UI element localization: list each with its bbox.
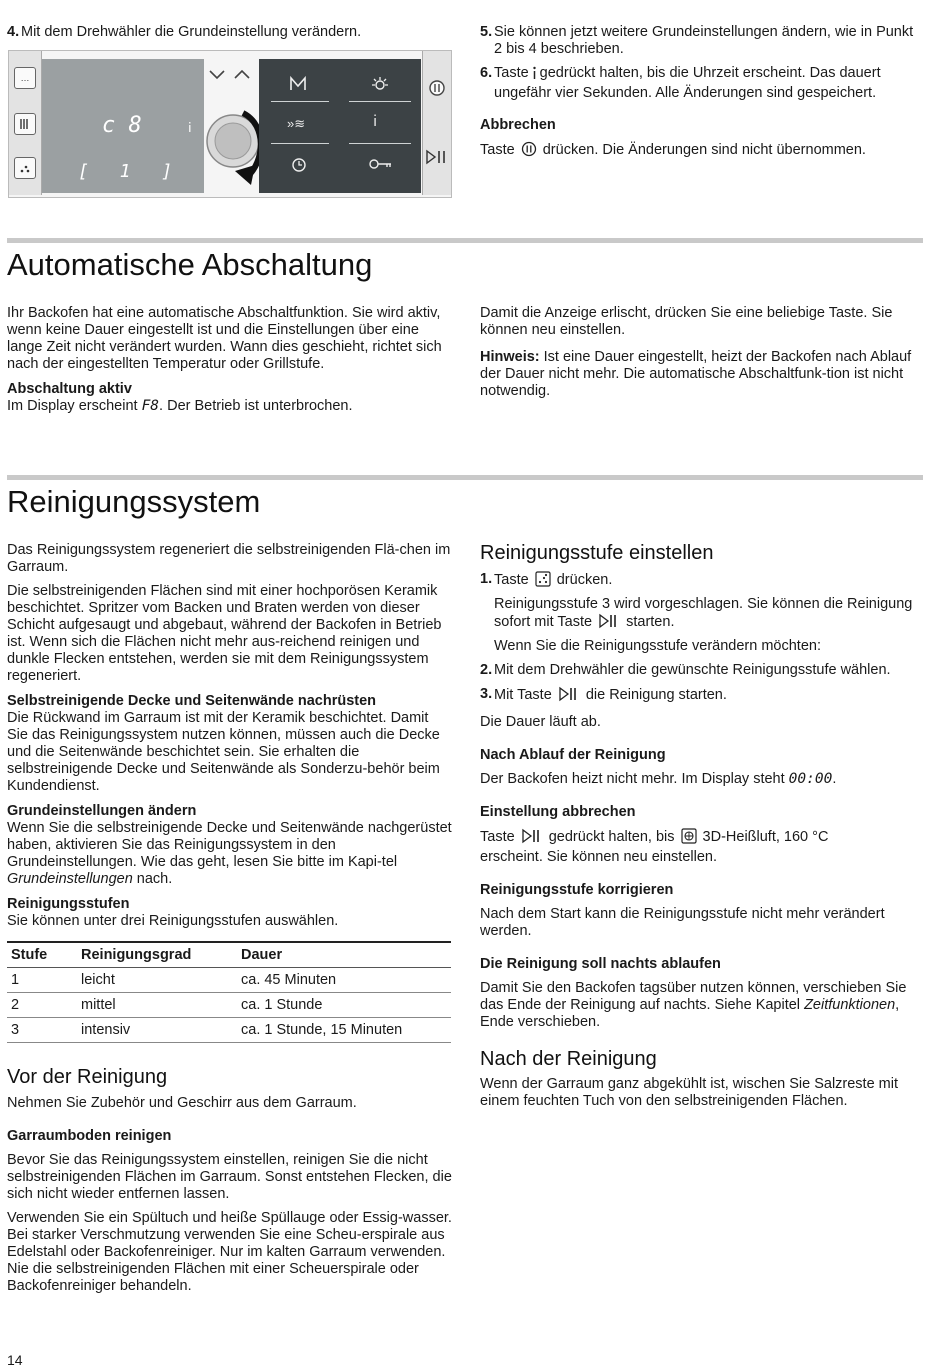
step-1-note: Wenn Sie die Reinigungsstufe verändern möchten: [494,638,821,654]
table-cell: ca. 45 Minuten [237,968,451,993]
section-divider [7,238,923,243]
ablauf-text: Der Backofen heizt nicht mehr. Im Display steht 00:00. [480,771,837,787]
cleaning-levels-table [7,941,451,1043]
auto-active-text: Im Display erscheint F8. Der Betrieb ist unterbrochen. [7,398,353,414]
display-screen [42,59,204,193]
ablauf-heading: Nach Ablauf der Reinigung [480,747,666,763]
cancel-text: Taste drücken. Die Änderungen sind nicht übernommen. [480,141,925,162]
grundeinstellungen-heading: Grundeinstellungen ändern [7,803,197,819]
step-6: 6. Taste gedrückt halten, bis die Uhrzeit erscheint. Das dauert ungefähr vier Sekunden. Alle Änderungen sind gespeichert. [480,65,881,101]
auto-active-heading: Abschaltung aktiv [7,381,132,397]
microwave-icon [289,75,307,97]
auto-right-column [480,305,925,400]
rein-right-column [480,541,925,1110]
page-number: 14 [7,1352,23,1368]
auto-left-column [7,305,452,415]
stufen-heading: Reinigungsstufen [7,896,130,912]
auto-hint: Hinweis: Ist eine Dauer eingestellt, heizt der Backofen nach Ablauf der Dauer nicht mehr. Die automatische Abschaltfunk-tion ist nicht notwendig. [480,349,912,399]
rein-ceramic-text: Die selbstreinigenden Flächen sind mit einer hochporösen Keramik beschichtet. Spritzer vom Backen und Braten werden von dieser Schicht aufgesaugt und abgebaut, während der Backofen in Betrieb ist. Wenn sich die Flächen nicht mehr aus-reichend reinigen und dunkle Flecken entstehen, werden sie mit dem Reinigungssystem regeneriert. [7,583,442,684]
display-code-f8: F8 [141,398,160,414]
nach-reinigung-text: Wenn der Garraum ganz abgekühlt ist, wischen Sie Salzreste mit einem feuchten Tuch von den selbstreinigenden Flächen. [480,1076,899,1109]
menu-button-icon: … [14,67,36,89]
stufen-text: Sie können unter drei Reinigungsstufen auswählen. [7,913,339,929]
power-icon [521,141,537,162]
table-cell: ca. 1 Stunde [237,993,451,1018]
cancel-heading: Abbrechen [480,117,556,133]
start-stop-icon [521,828,543,849]
display-level: [ 1 ] [78,161,183,182]
control-panel-illustration [8,50,452,198]
table-row [7,1018,451,1043]
table-cell: mittel [77,993,237,1018]
display-code: c 8 [102,113,142,138]
lamp-icon [369,75,391,97]
section-divider [7,475,923,480]
stufe-einstellen-heading: Reinigungsstufe einstellen [480,542,714,564]
garraumboden-heading: Garraumboden reinigen [7,1128,172,1144]
start-stop-icon [558,686,580,707]
rapid-heat-icon: »≋ [287,116,306,131]
step-3: 3. Mit Taste die Reinigung starten. [480,686,925,707]
cleaning-icon [535,571,551,592]
nachruesten-heading: Selbstreinigende Decke und Seitenwände nachrüsten [7,693,377,709]
vor-reinigung-heading: Vor der Reinigung [7,1066,168,1088]
panel-right-buttons [422,51,451,195]
step-1: 1. Taste drücken. [480,571,925,592]
step-2: 2. Mit dem Drehwähler die gewünschte Reinigungsstufe wählen. [480,662,891,678]
hot-air-icon [681,828,697,849]
rein-intro: Das Reinigungssystem regeneriert die selbstreinigenden Flä-chen im Garraum. [7,542,451,575]
start-stop-button-icon [425,149,449,170]
top-right-column [480,24,925,162]
info-small-icon: ⅰ [188,120,192,135]
step-5: 5. Sie können jetzt weitere Grundeinstellungen ändern, wie in Punkt 2 bis 4 beschrieben. [480,24,914,57]
grundeinstellungen-text: Wenn Sie die selbstreinigende Decke und Seitenwände nachgerüstet haben, aktivieren Sie das Reinigungssystem in den Grundeinstellungen. Wie das geht, lesen Sie bitte im Kapi-tel Grundeinstellungen nach. [7,820,452,887]
rein-left-column [7,542,452,1295]
abbrechen-text: Taste gedrückt halten, bis 3D-Heißluft, 160 °C erscheint. Sie können neu einstellen. [480,829,829,865]
table-cell: leicht [77,968,237,993]
cleaning-button-icon [14,157,36,179]
clock-icon [291,157,307,177]
table-cell: 2 [7,993,77,1018]
table-row [7,993,451,1018]
info-icon: ⅰ [373,113,378,130]
nach-reinigung-heading: Nach der Reinigung [480,1048,657,1070]
table-cell: 3 [7,1018,77,1043]
table-cell: ca. 1 Stunde, 15 Minuten [237,1018,451,1043]
table-row [7,968,451,993]
power-button-icon [428,79,446,102]
garraumboden-text-2: Verwenden Sie ein Spültuch und heiße Spüllauge oder Essig-wasser. Bei starker Verschmutzung verwenden Sie eine Scheu-erspirale aus Edelstahl oder Backofenreiniger. Nur im kalten Garraum verwenden. Nie die selbstreinigenden Flächen mit einer Scheuerspirale oder Backofenreiniger behandeln. [7,1210,452,1294]
panel-left-buttons [9,51,42,195]
rotary-selector-icon [205,103,267,192]
abbrechen-heading: Einstellung abbrechen [480,804,636,820]
korrigieren-heading: Reinigungsstufe korrigieren [480,882,674,898]
auto-paragraph: Ihr Backofen hat eine automatische Abschaltfunktion. Sie wird aktiv, wenn keine Dauer eingestellt ist und die Einstellungen über eine lange Zeit nicht verändert wurden. Wann dies geschieht, richtet sich nach der eingestellten Temperatur oder Grillstufe. [7,305,442,372]
table-cell: intensiv [77,1018,237,1043]
korrigieren-text: Nach dem Start kann die Reinigungsstufe nicht mehr verändert werden. [480,906,885,939]
section-title-reinigung: Reinigungssystem [7,484,261,519]
column-header: Dauer [237,942,451,968]
auto-right-paragraph: Damit die Anzeige erlischt, drücken Sie eine beliebige Taste. Sie können neu einstellen. [480,305,893,338]
column-header: Reinigungsgrad [77,942,237,968]
display-code-zero: 00:00 [788,771,833,787]
step-4: 4. Mit dem Drehwähler die Grundeinstellung verändern. [7,24,362,40]
column-header: Stufe [7,942,77,968]
section-title-auto: Automatische Abschaltung [7,247,373,282]
accessory-button-icon [14,113,36,135]
table-header-row [7,942,451,968]
info-icon [531,66,538,85]
vor-reinigung-text: Nehmen Sie Zubehör und Geschirr aus dem Garraum. [7,1095,357,1111]
start-stop-icon [598,613,620,634]
up-down-arrows-icon [207,65,257,89]
nachts-heading: Die Reinigung soll nachts ablaufen [480,956,721,972]
key-lock-icon [369,157,393,175]
nachts-text: Damit Sie den Backofen tagsüber nutzen können, verschieben Sie das Ende der Reinigung auf nachts. Siehe Kapitel Zeitfunktionen, Ende verschieben. [480,980,907,1030]
table-cell: 1 [7,968,77,993]
nachruesten-text: Die Rückwand im Garraum ist mit der Keramik beschichtet. Damit Sie das Reinigungssystem nutzen können, müssen auch die Decke und die Seitenwände beschichtet sein. Sie erhalten die selbstreinigende Decke und Seitenwände als Sonderzu-behör beim Kundendienst. [7,710,440,794]
duration-note: Die Dauer läuft ab. [480,714,601,730]
garraumboden-text-1: Bevor Sie das Reinigungssystem einstellen, reinigen Sie die nicht selbstreinigenden Flächen im Garraum. Sonst entstehen Flecken, die sich nicht wieder entfernen lassen. [7,1152,452,1202]
function-key-panel [259,59,421,193]
step-1-detail: Reinigungsstufe 3 wird vorgeschlagen. Sie können die Reinigung sofort mit Taste starten. [480,596,925,634]
